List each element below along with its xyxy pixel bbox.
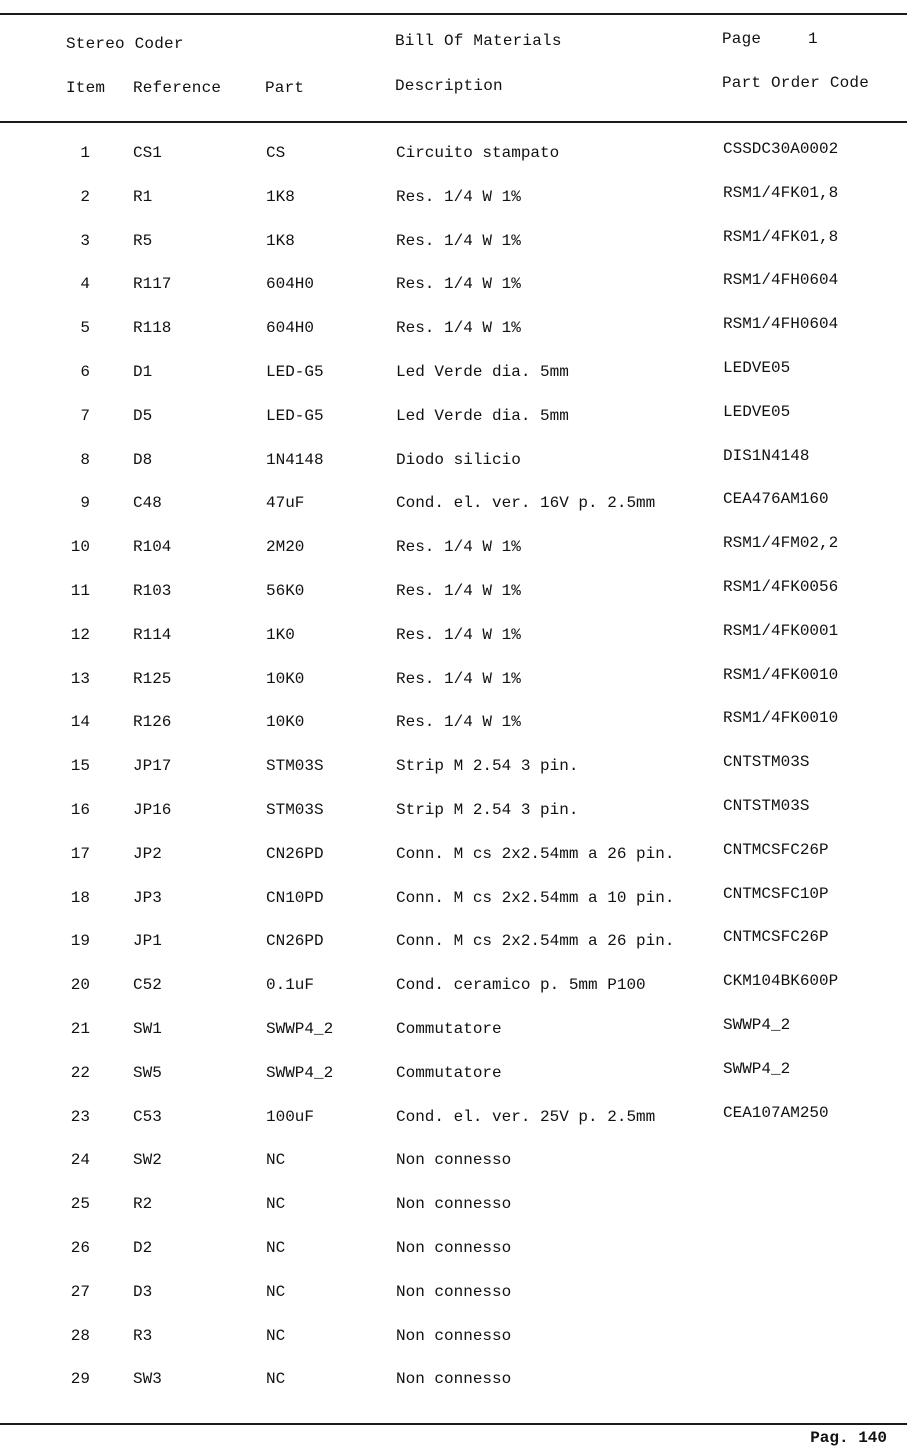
description-cell: Strip M 2.54 3 pin. [396, 757, 579, 775]
description-cell: Res. 1/4 W 1% [396, 713, 521, 731]
order-code-cell: CNTMCSFC10P [723, 885, 829, 903]
table-row [0, 841, 907, 867]
part-cell: 1K0 [266, 626, 295, 644]
part-cell: SWWP4_2 [266, 1064, 334, 1082]
description-cell: Res. 1/4 W 1% [396, 188, 521, 206]
table-row [0, 1239, 907, 1261]
description-cell: Led Verde dia. 5mm [396, 363, 569, 381]
table-row [0, 666, 907, 692]
description-cell: Conn. M cs 2x2.54mm a 26 pin. [396, 845, 675, 863]
column-header-reference: Reference [133, 79, 222, 97]
document-title: Stereo Coder [66, 35, 184, 53]
reference-cell: R117 [133, 275, 172, 293]
item-cell: 16 [70, 801, 90, 819]
part-cell: 56K0 [266, 582, 305, 600]
description-cell: Non connesso [396, 1283, 512, 1301]
description-cell: Strip M 2.54 3 pin. [396, 801, 579, 819]
part-cell: NC [266, 1370, 286, 1388]
description-cell: Commutatore [396, 1020, 502, 1038]
table-row [0, 928, 907, 954]
table-row [0, 1370, 907, 1392]
description-cell: Res. 1/4 W 1% [396, 670, 521, 688]
order-code-cell: RSM1/4FK0056 [723, 578, 839, 596]
reference-cell: R126 [133, 713, 172, 731]
order-code-cell: RSM1/4FK0010 [723, 666, 839, 684]
reference-cell: C48 [133, 494, 162, 512]
part-cell: 10K0 [266, 670, 305, 688]
item-cell: 12 [70, 626, 90, 644]
item-cell: 2 [80, 188, 90, 206]
reference-cell: SW3 [133, 1370, 162, 1388]
description-cell: Cond. el. ver. 25V p. 2.5mm [396, 1108, 656, 1126]
part-cell: NC [266, 1283, 286, 1301]
order-code-cell: CNTMCSFC26P [723, 928, 829, 946]
column-header-description: Description [395, 77, 503, 95]
reference-cell: SW1 [133, 1020, 162, 1038]
part-cell: CN10PD [266, 889, 324, 907]
table-row [0, 753, 907, 779]
column-header-part: Part [265, 79, 305, 97]
document-heading: Bill Of Materials [395, 32, 562, 50]
part-cell: CN26PD [266, 845, 324, 863]
reference-cell: R1 [133, 188, 153, 206]
table-row [0, 447, 907, 473]
part-cell: NC [266, 1239, 286, 1257]
table-row [0, 184, 907, 210]
item-cell: 3 [80, 232, 90, 250]
item-cell: 22 [70, 1064, 90, 1082]
reference-cell: R103 [133, 582, 172, 600]
description-cell: Diodo silicio [396, 451, 521, 469]
reference-cell: R5 [133, 232, 153, 250]
order-code-cell: SWWP4_2 [723, 1060, 791, 1078]
reference-cell: D3 [133, 1283, 153, 1301]
reference-cell: SW2 [133, 1151, 162, 1169]
table-row [0, 1104, 907, 1130]
reference-cell: D1 [133, 363, 153, 381]
order-code-cell: RSM1/4FK01,8 [723, 184, 839, 202]
description-cell: Conn. M cs 2x2.54mm a 10 pin. [396, 889, 675, 907]
part-cell: NC [266, 1195, 286, 1213]
order-code-cell: CEA476AM160 [723, 490, 829, 508]
table-row [0, 972, 907, 998]
item-cell: 14 [70, 713, 90, 731]
part-cell: LED-G5 [266, 363, 324, 381]
table-row [0, 1016, 907, 1042]
reference-cell: D5 [133, 407, 153, 425]
item-cell: 15 [70, 757, 90, 775]
order-code-cell: LEDVE05 [723, 403, 791, 421]
part-cell: 100uF [266, 1108, 315, 1126]
description-cell: Non connesso [396, 1195, 512, 1213]
item-cell: 10 [70, 538, 90, 556]
reference-cell: D2 [133, 1239, 153, 1257]
part-cell: CS [266, 144, 286, 162]
order-code-cell: SWWP4_2 [723, 1016, 791, 1034]
order-code-cell: RSM1/4FK0001 [723, 622, 839, 640]
part-cell: 0.1uF [266, 976, 315, 994]
part-cell: NC [266, 1151, 286, 1169]
part-cell: NC [266, 1327, 286, 1345]
reference-cell: JP16 [133, 801, 172, 819]
table-row [0, 1327, 907, 1349]
item-cell: 29 [70, 1370, 90, 1388]
reference-cell: R3 [133, 1327, 153, 1345]
part-cell: 47uF [266, 494, 305, 512]
order-code-cell: CNTSTM03S [723, 753, 810, 771]
order-code-cell: CSSDC30A0002 [723, 140, 839, 158]
item-cell: 13 [70, 670, 90, 688]
item-cell: 28 [70, 1327, 90, 1345]
part-cell: STM03S [266, 757, 324, 775]
part-cell: SWWP4_2 [266, 1020, 334, 1038]
description-cell: Res. 1/4 W 1% [396, 538, 521, 556]
bottom-rule [0, 1423, 907, 1425]
part-cell: STM03S [266, 801, 324, 819]
item-cell: 24 [70, 1151, 90, 1169]
description-cell: Res. 1/4 W 1% [396, 319, 521, 337]
description-cell: Non connesso [396, 1370, 512, 1388]
table-row [0, 315, 907, 341]
table-row [0, 1060, 907, 1086]
order-code-cell: CNTSTM03S [723, 797, 810, 815]
table-row [0, 578, 907, 604]
table-row [0, 271, 907, 297]
reference-cell: R104 [133, 538, 172, 556]
table-row [0, 359, 907, 385]
table-row [0, 1195, 907, 1217]
description-cell: Commutatore [396, 1064, 502, 1082]
description-cell: Non connesso [396, 1151, 512, 1169]
part-cell: CN26PD [266, 932, 324, 950]
table-row [0, 534, 907, 560]
description-cell: Circuito stampato [396, 144, 560, 162]
reference-cell: R114 [133, 626, 172, 644]
item-cell: 23 [70, 1108, 90, 1126]
item-cell: 17 [70, 845, 90, 863]
item-cell: 19 [70, 932, 90, 950]
description-cell: Res. 1/4 W 1% [396, 582, 521, 600]
item-cell: 6 [80, 363, 90, 381]
reference-cell: C52 [133, 976, 162, 994]
description-cell: Cond. ceramico p. 5mm P100 [396, 976, 646, 994]
reference-cell: SW5 [133, 1064, 162, 1082]
item-cell: 7 [80, 407, 90, 425]
page-number: 1 [808, 30, 818, 48]
reference-cell: R118 [133, 319, 172, 337]
item-cell: 4 [80, 275, 90, 293]
item-cell: 11 [70, 582, 90, 600]
part-cell: 604H0 [266, 275, 315, 293]
part-cell: 604H0 [266, 319, 315, 337]
table-row [0, 1151, 907, 1173]
order-code-cell: RSM1/4FK0010 [723, 709, 839, 727]
reference-cell: D8 [133, 451, 153, 469]
part-cell: 1N4148 [266, 451, 324, 469]
column-header-order-code: Part Order Code [722, 74, 870, 92]
reference-cell: JP2 [133, 845, 162, 863]
item-cell: 1 [80, 144, 90, 162]
order-code-cell: CKM104BK600P [723, 972, 839, 990]
order-code-cell: LEDVE05 [723, 359, 791, 377]
reference-cell: C53 [133, 1108, 162, 1126]
reference-cell: CS1 [133, 144, 162, 162]
item-cell: 8 [80, 451, 90, 469]
table-row [0, 622, 907, 648]
item-cell: 9 [80, 494, 90, 512]
item-cell: 5 [80, 319, 90, 337]
item-cell: 26 [70, 1239, 90, 1257]
table-row [0, 1283, 907, 1305]
description-cell: Non connesso [396, 1239, 512, 1257]
reference-cell: R125 [133, 670, 172, 688]
order-code-cell: RSM1/4FH0604 [723, 315, 839, 333]
page-label: Page [722, 30, 762, 48]
part-cell: 1K8 [266, 188, 295, 206]
table-row [0, 403, 907, 429]
reference-cell: JP3 [133, 889, 162, 907]
item-cell: 18 [70, 889, 90, 907]
order-code-cell: RSM1/4FK01,8 [723, 228, 839, 246]
description-cell: Cond. el. ver. 16V p. 2.5mm [396, 494, 656, 512]
order-code-cell: RSM1/4FM02,2 [723, 534, 839, 552]
item-cell: 20 [70, 976, 90, 994]
order-code-cell: DIS1N4148 [723, 447, 810, 465]
description-cell: Res. 1/4 W 1% [396, 232, 521, 250]
description-cell: Non connesso [396, 1327, 512, 1345]
table-row [0, 490, 907, 516]
item-cell: 25 [70, 1195, 90, 1213]
table-row [0, 885, 907, 911]
part-cell: 2M20 [266, 538, 305, 556]
table-row [0, 140, 907, 166]
item-cell: 21 [70, 1020, 90, 1038]
item-cell: 27 [70, 1283, 90, 1301]
part-cell: 1K8 [266, 232, 295, 250]
footer-page-number: Pag. 140 [810, 1429, 887, 1447]
reference-cell: JP17 [133, 757, 172, 775]
table-row [0, 709, 907, 735]
description-cell: Conn. M cs 2x2.54mm a 26 pin. [396, 932, 675, 950]
part-cell: LED-G5 [266, 407, 324, 425]
reference-cell: R2 [133, 1195, 153, 1213]
reference-cell: JP1 [133, 932, 162, 950]
order-code-cell: RSM1/4FH0604 [723, 271, 839, 289]
description-cell: Res. 1/4 W 1% [396, 275, 521, 293]
column-header-item: Item [66, 79, 106, 97]
order-code-cell: CNTMCSFC26P [723, 841, 829, 859]
order-code-cell: CEA107AM250 [723, 1104, 829, 1122]
description-cell: Res. 1/4 W 1% [396, 626, 521, 644]
description-cell: Led Verde dia. 5mm [396, 407, 569, 425]
table-row [0, 797, 907, 823]
part-cell: 10K0 [266, 713, 305, 731]
table-row [0, 228, 907, 254]
